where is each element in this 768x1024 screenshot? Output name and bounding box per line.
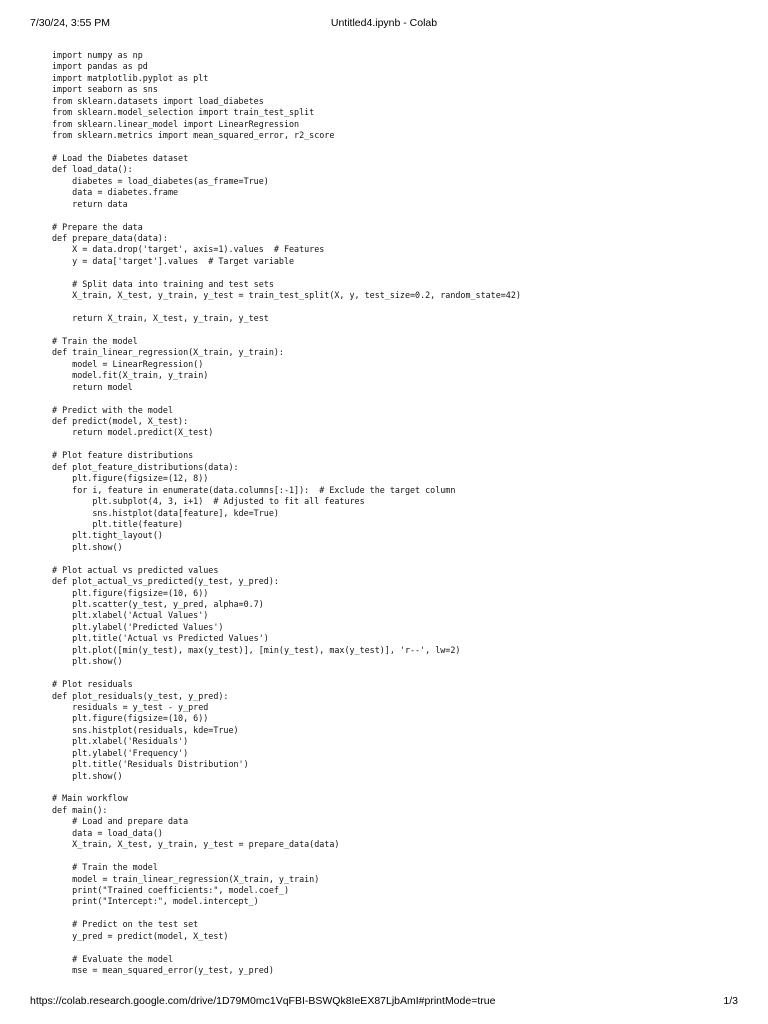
code-line: def plot_actual_vs_predicted(y_test, y_pred): [52,576,279,587]
code-line: plt.ylabel('Predicted Values') [52,621,224,632]
code-line: return model [52,381,133,392]
code-line [52,942,748,953]
code-line: plt.show() [52,541,123,552]
code-line: import matplotlib.pyplot as plt [52,72,209,83]
code-line: plt.title('Actual vs Predicted Values') [52,633,269,644]
code-line: return model.predict(X_test) [52,427,214,438]
code-line: plt.tight_layout() [52,530,163,541]
print-header [30,16,738,30]
code-line [52,553,748,564]
code-line: plt.show() [52,656,123,667]
code-line: def main(): [52,804,108,815]
code-line: import seaborn as sns [52,84,158,95]
code-line: plt.subplot(4, 3, i+1) # Adjusted to fit all features [52,496,365,507]
code-line: # Split data into training and test sets [52,278,274,289]
code-line: plt.xlabel('Residuals') [52,736,189,747]
code-line: import pandas as pd [52,61,148,72]
code-line: data = diabetes.frame [52,187,179,198]
code-line: y_pred = predict(model, X_test) [52,930,229,941]
code-line: sns.histplot(residuals, kde=True) [52,724,239,735]
code-line [52,393,748,404]
code-line: import numpy as np [52,50,143,60]
code-line: plt.xlabel('Actual Values') [52,610,209,621]
code-line [52,851,748,862]
code-line: model = train_linear_regression(X_train, y_train) [52,873,320,884]
code-line: sns.histplot(data[feature], kde=True) [52,507,279,518]
code-line: plt.ylabel('Frequency') [52,747,189,758]
code-line: for i, feature in enumerate(data.columns[:-1]): # Exclude the target column [52,484,456,495]
code-line: X = data.drop('target', axis=1).values # Features [52,244,325,255]
code-line [52,668,748,679]
code-line [52,439,748,450]
code-line: # Train the model [52,335,138,346]
code-line: from sklearn.linear_model import LinearRegression [52,118,300,129]
code-line: from sklearn.metrics import mean_squared_error, r2_score [52,130,335,141]
code-line: model.fit(X_train, y_train) [52,370,209,381]
print-footer [30,994,738,1008]
code-line: # Evaluate the model [52,953,174,964]
code-line: plt.title('Residuals Distribution') [52,759,249,770]
code-line: data = load_data() [52,827,163,838]
code-line: def load_data(): [52,164,133,175]
code-line: plt.plot([min(y_test), max(y_test)], [min(y_test), max(y_test)], 'r--', lw=2) [52,644,461,655]
code-line: plt.scatter(y_test, y_pred, alpha=0.7) [52,599,264,609]
code-line: return X_train, X_test, y_train, y_test [52,313,269,324]
code-line: y = data['target'].values # Target variable [52,255,295,266]
code-line: # Predict with the model [52,404,174,415]
code-line: plt.show() [52,770,123,781]
code-line [52,210,748,221]
code-line: X_train, X_test, y_train, y_test = train_test_split(X, y, test_size=0.2, random_state=42) [52,290,521,301]
code-cell [52,50,748,976]
code-line: plt.figure(figsize=(12, 8)) [52,473,209,484]
code-line [52,325,748,336]
notebook-title: Untitled4.ipynb - Colab [330,17,438,29]
code-line: # Load and prepare data [52,816,189,827]
notebook-url[interactable]: https://colab.research.google.com/drive/1D79M0mc1VqFBI-BSWQk8IeEX87LjbAmI#printMode=true [30,995,496,1007]
code-line: from sklearn.model_selection import train_test_split [52,107,315,118]
code-line: # Prepare the data [52,221,143,232]
code-line: print("Intercept:", model.intercept_) [52,896,259,907]
code-line [52,782,748,793]
code-line [52,142,748,153]
code-line: def plot_residuals(y_test, y_pred): [52,690,229,701]
code-line: return data [52,198,128,209]
code-line: # Load the Diabetes dataset [52,152,189,163]
code-line: # Main workflow [52,793,128,804]
code-line: def predict(model, X_test): [52,416,189,426]
code-line: # Train the model [52,862,158,873]
code-line: plt.figure(figsize=(10, 6)) [52,713,209,724]
code-line [52,267,748,278]
code-line [52,908,748,919]
code-line: from sklearn.datasets import load_diabetes [52,95,264,106]
code-line: def plot_feature_distributions(data): [52,461,239,472]
code-line: print("Trained coefficients:", model.coef_) [52,884,289,895]
code-line: plt.figure(figsize=(10, 6)) [52,587,209,598]
code-line [52,302,748,313]
code-line: def train_linear_regression(X_train, y_train): [52,347,284,358]
code-line: diabetes = load_diabetes(as_frame=True) [52,175,269,186]
page-number: 1/3 [723,995,738,1007]
code-line: # Plot residuals [52,679,133,690]
code-line: mse = mean_squared_error(y_test, y_pred) [52,965,274,975]
code-line: def prepare_data(data): [52,233,168,243]
print-datetime: 7/30/24, 3:55 PM [30,17,110,29]
code-line: # Plot feature distributions [52,450,194,461]
code-line: X_train, X_test, y_train, y_test = prepare_data(data) [52,839,340,850]
code-line: # Predict on the test set [52,919,199,930]
code-line: # Plot actual vs predicted values [52,564,219,575]
code-line: plt.title(feature) [52,518,184,529]
code-line: residuals = y_test - y_pred [52,701,209,712]
code-line: model = LinearRegression() [52,358,204,369]
